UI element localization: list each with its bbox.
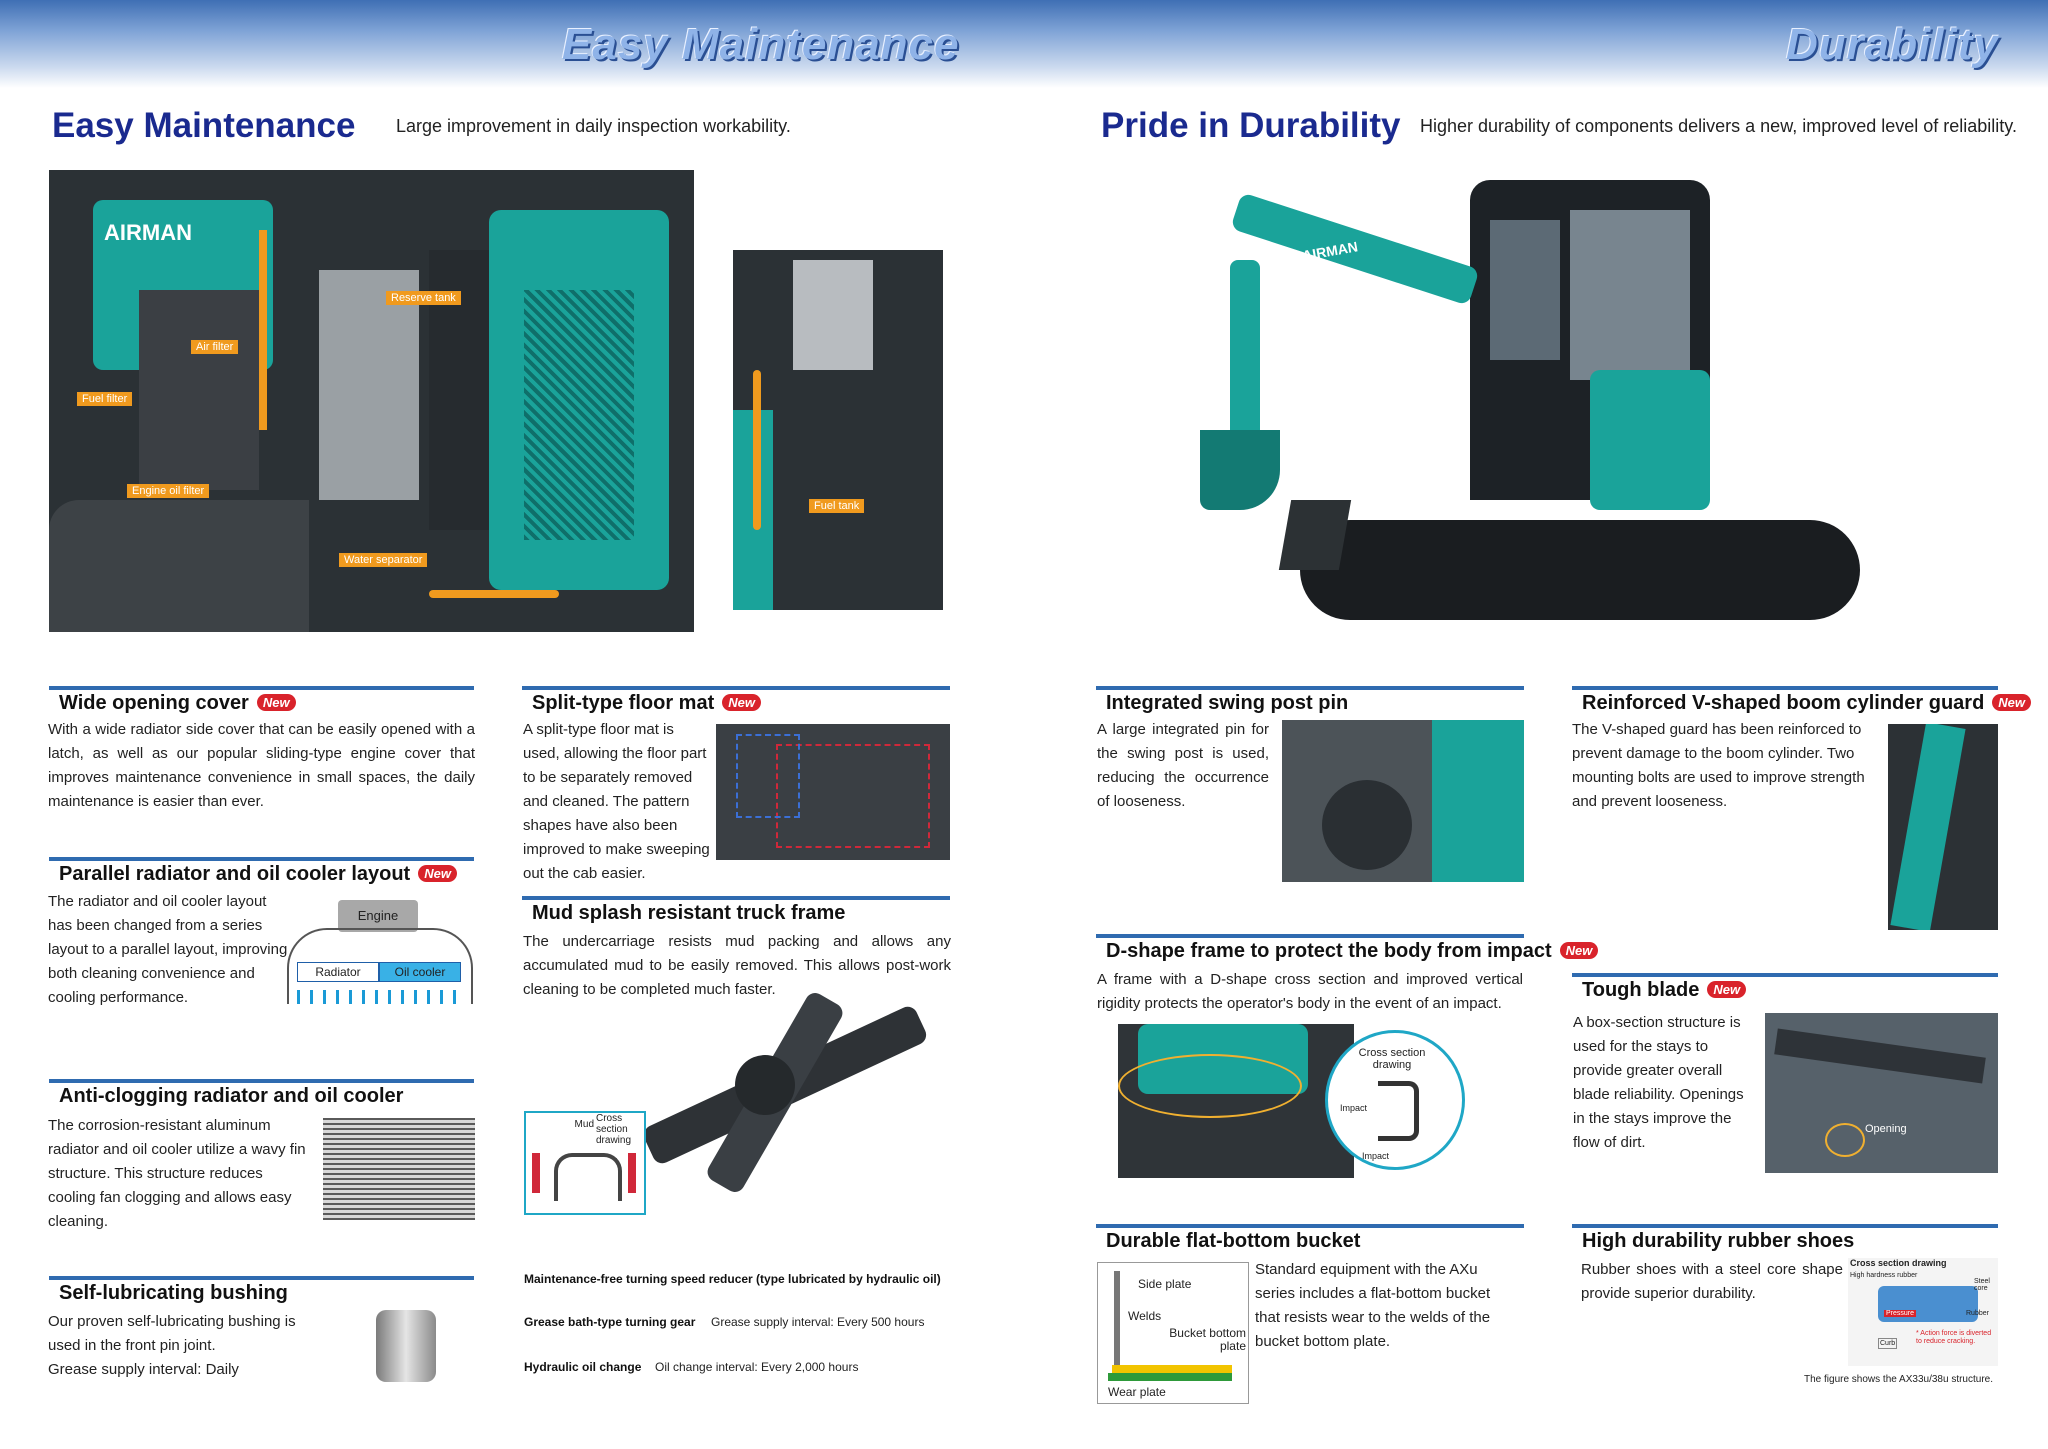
spec-gear-value: Grease supply interval: Every 500 hours [711, 1315, 925, 1329]
section-title: High durability rubber shoes [1582, 1230, 1855, 1252]
diagram-cross-label: Cross section drawing [596, 1113, 632, 1146]
brand-logo: AIRMAN [104, 220, 192, 245]
new-badge: New [1560, 942, 1599, 959]
blade-photo [1765, 1013, 1998, 1173]
label-high-hardness: High hardness rubber [1850, 1272, 1918, 1279]
section-split-mat-text: A split-type floor mat is used, allowing the floor part to be separately removed and cleaned. The pattern shapes have also been improved to make sweeping out the cab easier. [523, 721, 710, 882]
section-title: Self-lubricating bushing [59, 1282, 288, 1304]
section-self-lub-header [49, 1276, 474, 1306]
section-rubber-shoes-header [1572, 1224, 1998, 1254]
section-self-lub-text: Our proven self-lubricating bushing is used in the front pin joint. [48, 1313, 296, 1354]
section-tough-blade-text: A box-section structure is used for the stays to provide greater overall blade reliability. Openings in the stays improve the flow of dirt. [1573, 1014, 1744, 1151]
floor-mat-photo [716, 724, 950, 860]
spec-gear-label: Grease bath-type turning gear [524, 1315, 696, 1329]
section-d-shape-header [1096, 934, 1593, 964]
section-title: Tough blade [1582, 979, 1700, 1001]
tag-water-separator: Water separator [339, 553, 427, 567]
section-title: D-shape frame to protect the body from impact [1106, 940, 1552, 962]
top-banner [0, 0, 2048, 88]
d-cross-label: Cross section drawing [1358, 1047, 1426, 1071]
section-flat-bucket-text: Standard equipment with the AXu series includes a flat-bottom bucket that resists wear to the welds of the bucket bottom plate. [1255, 1261, 1491, 1350]
tag-fuel-filter: Fuel filter [77, 392, 132, 406]
flat-bucket-diagram [1097, 1262, 1249, 1404]
banner-left-title: Easy Maintenance [562, 20, 960, 69]
section-title: Integrated swing post pin [1106, 692, 1349, 714]
label-rubber: Rubber [1966, 1310, 1989, 1317]
section-title: Wide opening cover [59, 692, 249, 714]
section-d-shape-text: A frame with a D-shape cross section and improved vertical rigidity protects the operator's body in the event of an impact. [1097, 971, 1523, 1012]
d-shape-cross-section [1325, 1030, 1465, 1170]
spec-oil-label: Hydraulic oil change [524, 1360, 642, 1374]
section-title: Anti-clogging radiator and oil cooler [59, 1085, 404, 1107]
label-side-plate: Side plate [1138, 1277, 1192, 1291]
arrow-up [259, 230, 267, 430]
label-bucket-bottom: Bucket bottom plate [1169, 1326, 1246, 1353]
section-wide-opening-header [49, 686, 474, 716]
section-title: Mud splash resistant truck frame [532, 902, 846, 924]
section-anti-clogging-header [49, 1079, 474, 1109]
label-pressure: Pressure [1886, 1310, 1915, 1317]
section-v-guard-header [1572, 686, 2026, 716]
section-parallel-text: The radiator and oil cooler layout has been changed from a series layout to a parallel layout, improving both cleaning convenience and cooling performance. [48, 893, 288, 1006]
diagram-engine: Engine [338, 900, 418, 932]
engine-compartment-photo [49, 170, 694, 632]
fuel-tank-photo [733, 250, 943, 610]
diagram-radiator: Radiator [297, 962, 379, 982]
label-welds: Welds [1128, 1309, 1162, 1323]
v-guard-photo [1888, 724, 1998, 930]
section-mud-splash-header [522, 896, 950, 926]
wavy-fin-photo [323, 1118, 475, 1220]
section-title: Durable flat-bottom bucket [1106, 1230, 1361, 1252]
diagram-mud-label: Mud [574, 1119, 594, 1130]
section-rubber-shoes-text: Rubber shoes with a steel core shape provide superior durability. [1581, 1261, 1843, 1302]
left-page-subtitle: Large improvement in daily inspection workability. [396, 116, 791, 136]
tag-reserve-tank: Reserve tank [386, 291, 461, 305]
tag-fuel-tank: Fuel tank [809, 499, 864, 513]
right-page-title: Pride in Durability [1101, 106, 1401, 145]
section-flat-bucket-header [1096, 1224, 1524, 1254]
new-badge: New [722, 694, 761, 711]
rubber-cross-label: Cross section drawing [1850, 1258, 1947, 1268]
spec-reducer-label: Maintenance-free turning speed reducer (type lubricated by hydraulic oil) [524, 1272, 941, 1286]
truck-frame-illustration [635, 985, 935, 1200]
label-steel-core: Steel core [1974, 1278, 1990, 1292]
label-wear-plate: Wear plate [1108, 1385, 1166, 1399]
section-parallel-header [49, 857, 474, 887]
swing-pin-photo [1282, 720, 1524, 882]
impact-label-2: Impact [1362, 1151, 1390, 1161]
banner-right-title: Durability [1786, 20, 1999, 69]
opening-label: Opening [1865, 1123, 1907, 1135]
bushing-photo [376, 1310, 436, 1382]
tag-engine-oil-filter: Engine oil filter [127, 484, 209, 498]
new-badge: New [257, 694, 296, 711]
new-badge: New [1707, 981, 1746, 998]
label-action-force: * Action force is diverted to reduce cracking. [1916, 1330, 1992, 1345]
brand-logo-right: AIRMAN [1715, 408, 1771, 424]
section-anti-clogging-text: The corrosion-resistant aluminum radiator and oil cooler utilize a wavy fin structure. This structure reduces cooling fan clogging and allows easy cleaning. [48, 1117, 306, 1230]
section-title: Reinforced V-shaped boom cylinder guard [1582, 692, 1985, 714]
section-tough-blade-header [1572, 973, 1998, 1003]
new-badge: New [418, 865, 457, 882]
section-v-guard-text: The V-shaped guard has been reinforced to prevent damage to the boom cylinder. Two mounting bolts are used to improve strength and prevent looseness. [1572, 721, 1865, 810]
arrow-slide [429, 590, 559, 598]
parallel-layout-diagram [283, 898, 475, 1023]
section-title: Split-type floor mat [532, 692, 715, 714]
d-frame-photo [1118, 1024, 1354, 1178]
label-curb: Curb [1880, 1340, 1896, 1347]
section-title: Parallel radiator and oil cooler layout [59, 863, 411, 885]
right-page-subtitle: Higher durability of components delivers a new, improved level of reliability. [1420, 116, 2017, 136]
section-swing-pin-text: A large integrated pin for the swing post is used, reducing the occurrence of looseness. [1097, 721, 1269, 810]
rubber-shoe-diagram [1848, 1258, 1998, 1366]
track [1300, 520, 1860, 620]
section-wide-opening-text: With a wide radiator side cover that can be easily opened with a latch, as well as our popular sliding-type engine cover that improves maintenance convenience in small spaces, the daily maintenance is easier than ever. [48, 721, 475, 810]
tag-air-filter: Air filter [191, 340, 238, 354]
airflow-arrows [297, 990, 459, 1004]
impact-label-1: Impact [1340, 1103, 1368, 1113]
section-mud-splash-text: The undercarriage resists mud packing and allows any accumulated mud to be easily removed. This allows post-work cleaning to be completed much faster. [523, 933, 951, 998]
mud-cross-section-diagram [524, 1111, 646, 1215]
rubber-shoe-note: The figure shows the AX33u/38u structure. [1804, 1374, 1993, 1385]
section-swing-pin-header [1096, 686, 1524, 716]
section-split-mat-header [522, 686, 950, 716]
engine-hood [1590, 370, 1710, 510]
brand-logo-boom: AIRMAN [1301, 238, 1359, 264]
diagram-oil-cooler: Oil cooler [379, 962, 461, 982]
bucket [1200, 430, 1280, 510]
spec-oil-value: Oil change interval: Every 2,000 hours [655, 1360, 859, 1374]
blade [1279, 500, 1351, 570]
new-badge: New [1992, 694, 2031, 711]
excavator-photo [1190, 170, 1890, 625]
left-page-title: Easy Maintenance [52, 106, 356, 145]
section-self-lub-interval: Grease supply interval: Daily [48, 1361, 239, 1378]
